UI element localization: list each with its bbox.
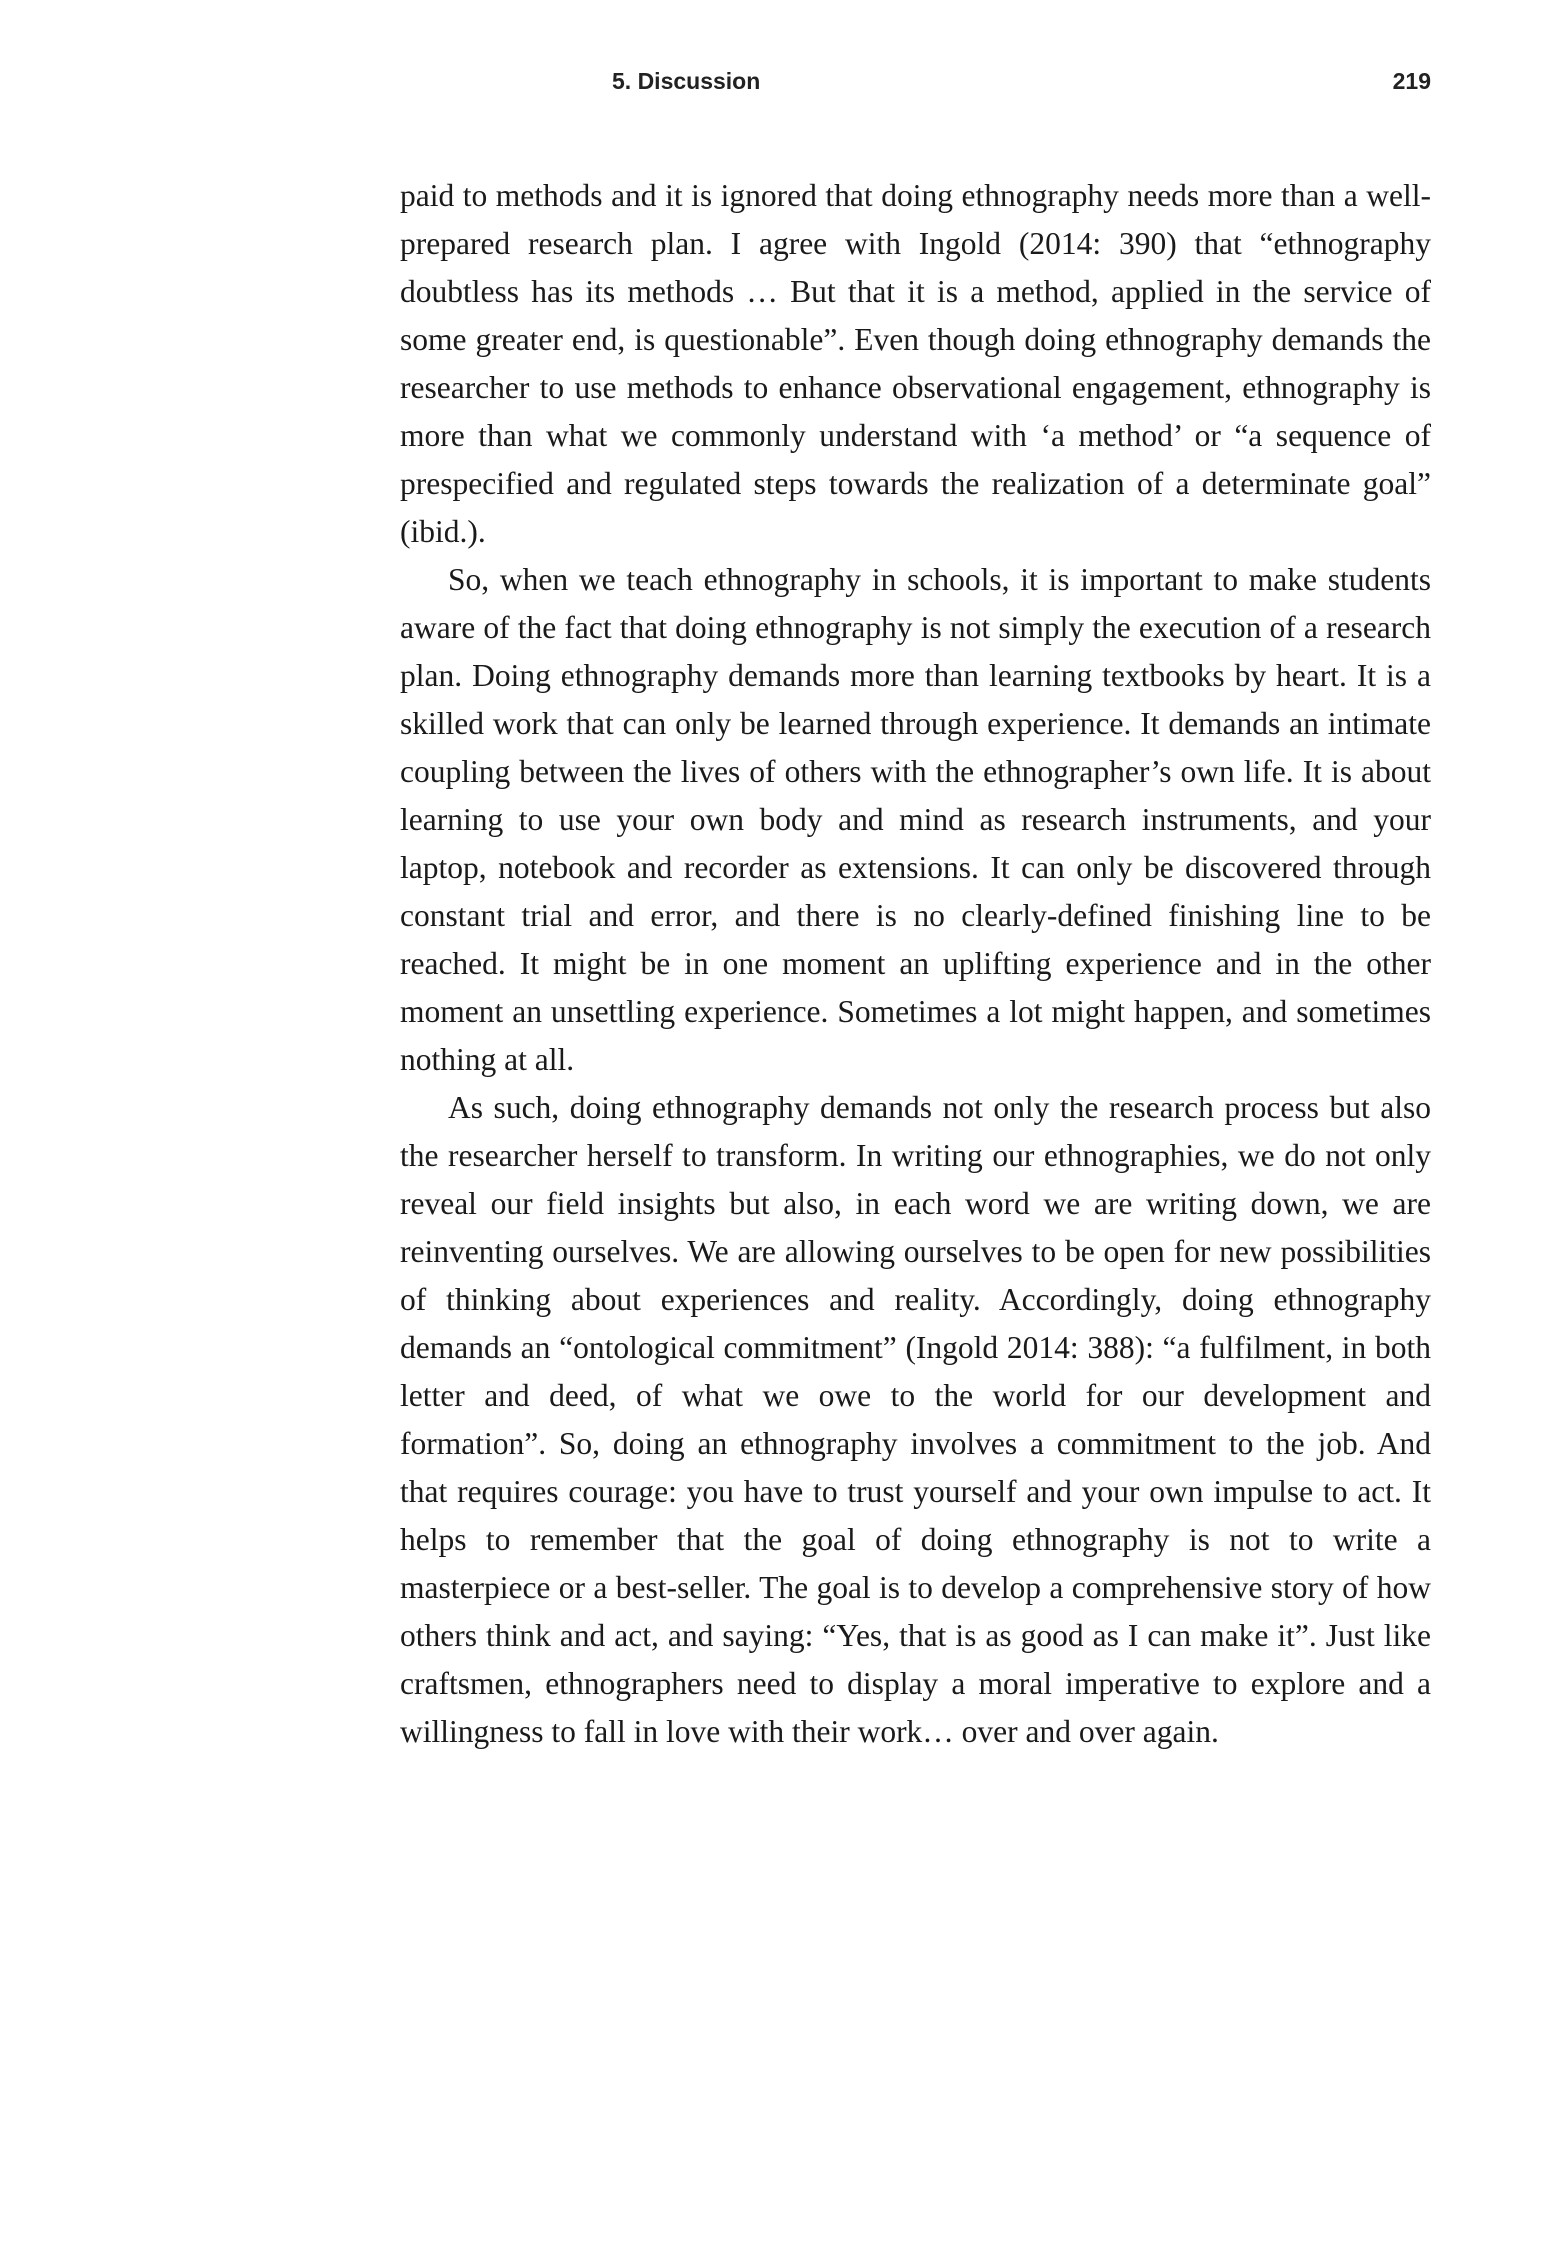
paragraph: paid to methods and it is ignored that doing ethnography needs more than a well-prepared research plan. I agree with Ingold (2014: 390) that “ethnography doubtless has its methods … But that it is a method, applied in the service of some greater end, is questionable”. Even though doing ethnography demands the researcher to use methods to enhance observational engagement, ethnography is more than what we commonly understand with ‘a method’ or “a sequence of prespecified and regulated steps towards the realization of a determinate goal” (ibid.). [400, 178, 1431, 549]
paragraph: So, when we teach ethnography in schools, it is important to make students aware of the fact that doing ethnography is not simply the execution of a research plan. Doing ethnography demands more than learning textbooks by heart. It is a skilled work that can only be learned through experience. It demands an intimate coupling between the lives of others with the ethnographer’s own life. It is about learning to use your own body and mind as research instruments, and your laptop, notebook and recorder as extensions. It can only be discovered through constant trial and error, and there is no clearly-defined finishing line to be reached. It might be in one moment an uplifting experience and in the other moment an unsettling experience. Sometimes a lot might happen, and sometimes nothing at all. [400, 562, 1431, 1077]
chapter-title: 5. Discussion [612, 68, 761, 94]
running-header [400, 68, 1431, 108]
body-text [400, 172, 1431, 1756]
page-number: 219 [1392, 68, 1431, 94]
paragraph: As such, doing ethnography demands not only the research process but also the researcher herself to transform. In writing our ethnographies, we do not only reveal our field insights but also, in each word we are writing down, we are reinventing ourselves. We are allowing ourselves to be open for new possibilities of thinking about experiences and reality. Accordingly, doing ethnography demands an “ontological commitment” (Ingold 2014: 388): “a fulfilment, in both letter and deed, of what we owe to the world for our development and formation”. So, doing an ethnography involves a commitment to the job. And that requires courage: you have to trust yourself and your own impulse to act. It helps to remember that the goal of doing ethnography is not to write a masterpiece or a best-seller. The goal is to develop a comprehensive story of how others think and act, and saying: “Yes, that is as good as I can make it”. Just like craftsmen, ethnographers need to display a moral imperative to explore and a willingness to fall in love with their work… over and over again. [400, 1090, 1431, 1749]
